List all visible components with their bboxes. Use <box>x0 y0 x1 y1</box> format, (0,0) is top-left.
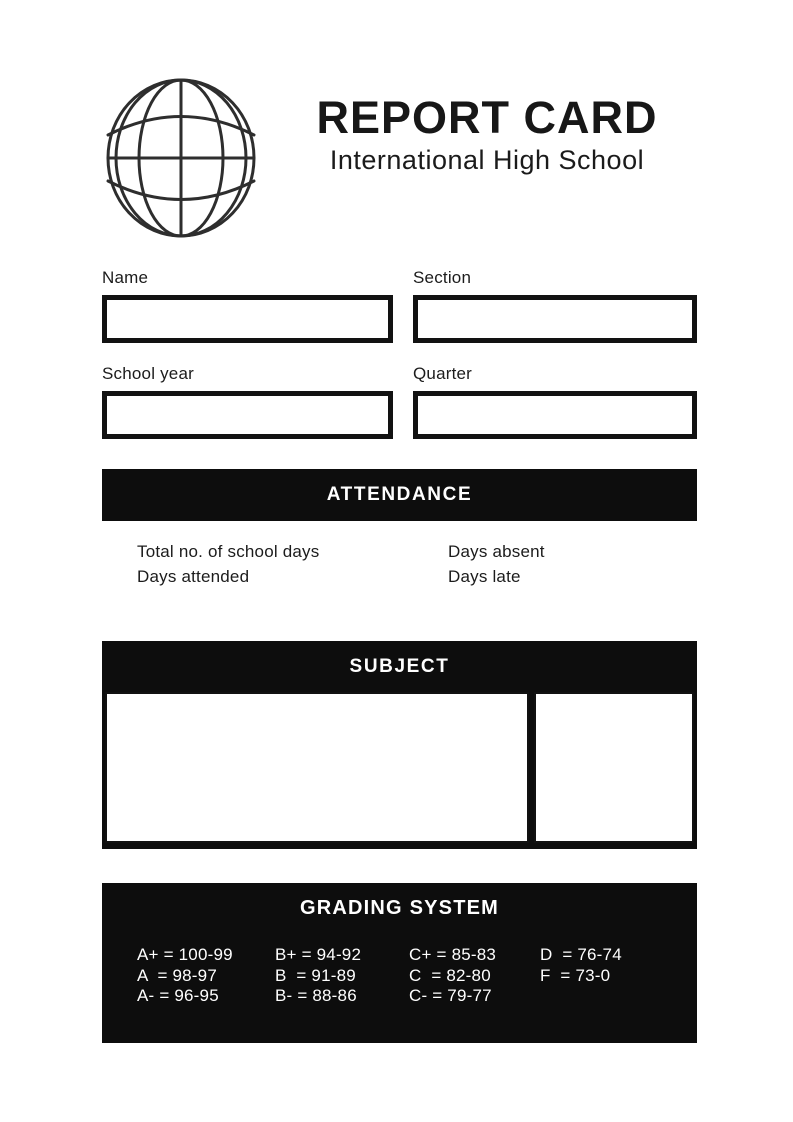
attendance-items <box>102 542 697 586</box>
grade-entry: C- = 79-77 <box>409 986 492 1005</box>
attendance-section <box>102 469 697 586</box>
grade-entry: D = 76-74 <box>540 945 622 964</box>
grading-column-a <box>137 945 275 1006</box>
school-year-input[interactable] <box>102 391 393 439</box>
field-name <box>102 268 393 343</box>
school-name: International High School <box>329 144 645 175</box>
grading-system-header: GRADING SYSTEM <box>299 897 500 919</box>
grade-entry: B- = 88-86 <box>275 986 357 1005</box>
attendance-header: ATTENDANCE <box>102 469 697 521</box>
grading-column-b <box>275 945 409 1006</box>
student-info-form <box>102 268 697 439</box>
attendance-column-right <box>448 542 545 586</box>
grade-entry: B+ = 94-92 <box>275 945 362 964</box>
section-label: Section <box>413 268 472 287</box>
grading-column-df <box>540 945 622 1006</box>
grade-entry: F = 73-0 <box>540 965 611 985</box>
attendance-column-left <box>137 542 448 586</box>
section-input[interactable] <box>413 295 697 343</box>
attendance-total-days-label: Total no. of school days <box>137 542 320 561</box>
grade-entry: A- = 96-95 <box>137 986 219 1005</box>
grade-entry: C = 82-80 <box>409 965 491 985</box>
grading-scale <box>102 945 697 1006</box>
quarter-input[interactable] <box>413 391 697 439</box>
subject-list-cell[interactable] <box>105 692 529 843</box>
grade-entry: A = 98-97 <box>137 965 217 985</box>
field-quarter <box>413 364 697 439</box>
grading-column-c <box>409 945 540 1006</box>
name-input[interactable] <box>102 295 393 343</box>
attendance-days-attended-label: Days attended <box>137 567 250 586</box>
subject-section <box>102 641 697 849</box>
grading-system-section <box>102 883 697 1043</box>
name-label: Name <box>102 268 149 287</box>
globe-logo-icon <box>105 77 257 239</box>
attendance-days-late-label: Days late <box>448 567 521 586</box>
attendance-days-absent-label: Days absent <box>448 542 545 561</box>
field-school-year <box>102 364 393 439</box>
subject-grade-cell[interactable] <box>534 692 694 843</box>
school-year-label: School year <box>102 364 194 383</box>
grade-entry: C+ = 85-83 <box>409 945 497 964</box>
quarter-label: Quarter <box>413 364 473 383</box>
field-section <box>413 268 697 343</box>
grade-entry: A+ = 100-99 <box>137 945 233 964</box>
page-title: REPORT CARD <box>316 92 658 143</box>
subject-header: SUBJECT <box>349 655 450 677</box>
header <box>288 92 686 176</box>
subject-table <box>105 692 694 843</box>
grade-entry: B = 91-89 <box>275 965 356 985</box>
